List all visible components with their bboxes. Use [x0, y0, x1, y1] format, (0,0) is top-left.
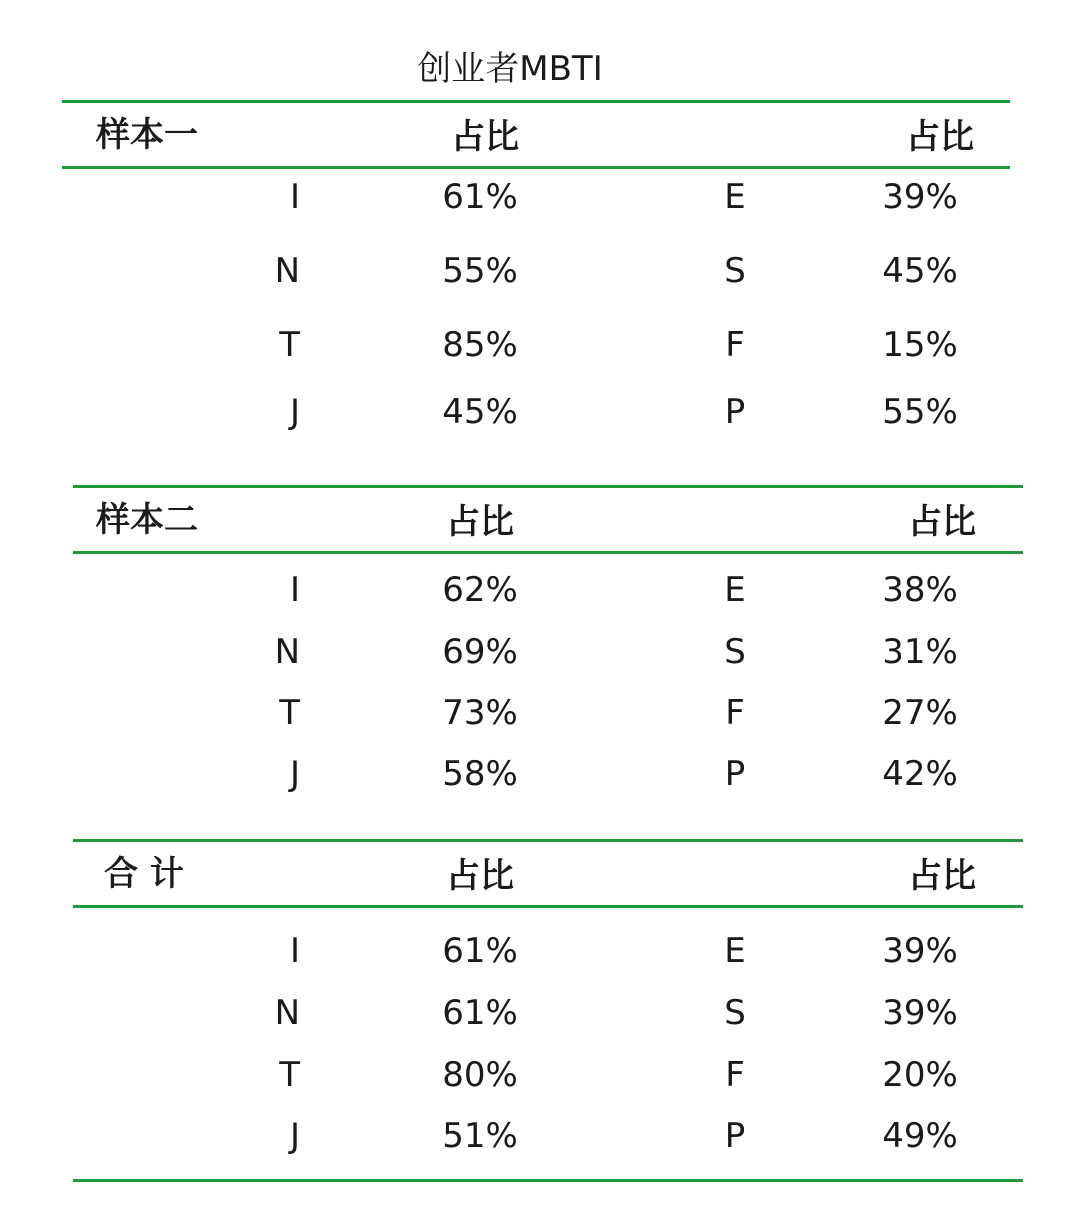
column-header-share-2: 占比 — [908, 856, 976, 896]
share-value-left: 80% — [442, 1055, 518, 1095]
dimension-type-left: T — [279, 693, 300, 733]
table-top-rule — [73, 839, 1023, 842]
share-value-right: 31% — [882, 632, 958, 672]
dimension-type-right: E — [724, 570, 746, 610]
share-value-left: 61% — [442, 177, 518, 217]
share-value-left: 55% — [442, 251, 518, 291]
table-bottom-rule — [73, 1179, 1023, 1182]
table-row — [0, 320, 1080, 370]
dimension-type-right: F — [725, 325, 745, 365]
dimension-type-right: S — [724, 632, 746, 672]
table-top-rule — [73, 485, 1023, 488]
dimension-type-left: J — [289, 392, 300, 432]
dimension-type-right: E — [724, 931, 746, 971]
share-value-left: 61% — [442, 993, 518, 1033]
share-value-right: 39% — [882, 931, 958, 971]
share-value-right: 45% — [882, 251, 958, 291]
column-header-share-2: 占比 — [906, 117, 974, 157]
share-value-left: 45% — [442, 392, 518, 432]
share-value-right: 39% — [882, 177, 958, 217]
share-value-right: 39% — [882, 993, 958, 1033]
table-top-rule — [62, 100, 1010, 103]
share-value-right: 15% — [882, 325, 958, 365]
dimension-type-right: P — [724, 754, 746, 794]
table-label: 合 计 — [104, 854, 184, 894]
dimension-type-right: S — [724, 251, 746, 291]
dimension-type-right: F — [725, 693, 745, 733]
dimension-type-left: N — [274, 632, 300, 672]
dimension-type-left: N — [274, 251, 300, 291]
share-value-right: 55% — [882, 392, 958, 432]
share-value-left: 62% — [442, 570, 518, 610]
share-value-left: 73% — [442, 693, 518, 733]
share-value-right: 20% — [882, 1055, 958, 1095]
table-row — [0, 627, 1080, 677]
table-header-rule — [73, 905, 1023, 908]
column-header-share-2: 占比 — [908, 502, 976, 542]
dimension-type-right: P — [724, 392, 746, 432]
table-row — [0, 565, 1080, 615]
share-value-left: 69% — [442, 632, 518, 672]
share-value-right: 27% — [882, 693, 958, 733]
dimension-type-left: I — [289, 931, 300, 971]
share-value-left: 61% — [442, 931, 518, 971]
chart-title: 创业者MBTI — [417, 49, 603, 89]
dimension-type-right: S — [724, 993, 746, 1033]
share-value-right: 42% — [882, 754, 958, 794]
share-value-left: 51% — [442, 1116, 518, 1156]
dimension-type-left: T — [279, 325, 300, 365]
share-value-left: 58% — [442, 754, 518, 794]
table-row — [0, 926, 1080, 976]
table-row — [0, 1111, 1080, 1161]
share-value-right: 38% — [882, 570, 958, 610]
column-header-share-1: 占比 — [446, 502, 514, 542]
table-label: 样本一 — [96, 115, 198, 155]
dimension-type-left: T — [279, 1055, 300, 1095]
dimension-type-left: I — [289, 570, 300, 610]
share-value-right: 49% — [882, 1116, 958, 1156]
table-row — [0, 988, 1080, 1038]
table-row — [0, 688, 1080, 738]
dimension-type-left: N — [274, 993, 300, 1033]
dimension-type-left: J — [289, 754, 300, 794]
table-header-rule — [73, 551, 1023, 554]
dimension-type-right: E — [724, 177, 746, 217]
column-header-share-1: 占比 — [446, 856, 514, 896]
dimension-type-right: F — [725, 1055, 745, 1095]
table-row — [0, 246, 1080, 296]
dimension-type-left: J — [289, 1116, 300, 1156]
dimension-type-left: I — [289, 177, 300, 217]
table-row — [0, 749, 1080, 799]
table-header-rule — [62, 166, 1010, 169]
column-header-share-1: 占比 — [451, 117, 519, 157]
table-row — [0, 172, 1080, 222]
dimension-type-right: P — [724, 1116, 746, 1156]
table-row — [0, 387, 1080, 437]
table-label: 样本二 — [96, 500, 198, 540]
table-row — [0, 1050, 1080, 1100]
share-value-left: 85% — [442, 325, 518, 365]
